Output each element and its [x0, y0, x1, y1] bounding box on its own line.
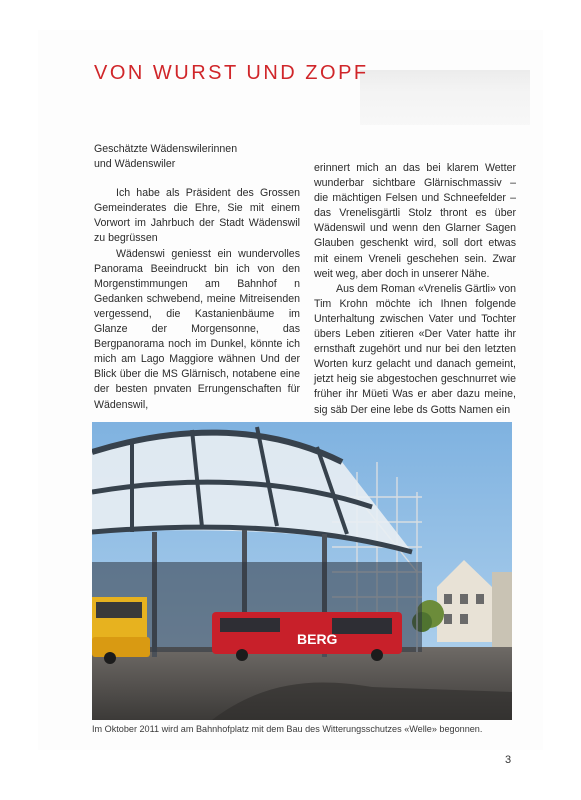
- left-paragraph-2: Wädenswi geniesst ein wundervolles Panorama Beeindruckt bin ich von den Morgenstimmungen am Bahnhof n Gedanken schwebend, meine Mitreisenden vergessend, die Kastanienbäume im Glanze der Morgensonne, das Bergpanorama noch im Dunkel, könnte ich mich am Lago Maggiore wähnen Und der Blick über die MS Glärnisch, notabene eine der besten pnvaten Errungenschaften für Wädenswil,: [94, 247, 300, 411]
- salutation-line-1: Geschätzte Wädenswilerinnen: [94, 143, 238, 155]
- left-paragraph-1: Ich habe als Präsident des Grossen Gemeinderates die Ehre, Sie mit einem Vorwort im Jahrbuch der Stadt Wädenswil zu begrüssen: [94, 187, 300, 245]
- right-paragraph-1: erinnert mich an das bei klarem Wetter wunderbar sichtbare Glärnischmassiv – die mächtigen Felsen und Schneefelder – das Vrenelisgärtli Stolz thront es über Wädenswil und wenn den Glarner Sagen Glauben geschenkt wird, soll dort etwas mit einem Vreneli geschehen sein. Zwar weit weg, aber doch in unserer Nähe.: [314, 162, 516, 280]
- page-number: 3: [505, 754, 512, 766]
- right-paragraph-2: Aus dem Roman «Vrenelis Gärtli» von Tim Krohn möchte ich Ihnen folgende Unterhaltung zwischen Vater und Tochter übers Leben zitieren «Der Vater hatte ihr ernsthaft zugehört und nur bei den letzten Worten kurz gelacht und danach gemeint, jetzt heig sie abgestochen geschnurret wie früher ihr Müeti Was er aber dazu meine, sig säb Der eine lebe ds Gotts Namen ein: [314, 282, 516, 416]
- photo-caption: Im Oktober 2011 wird am Bahnhofplatz mit dem Bau des Witterungsschutzes «Welle» begonnen.: [92, 724, 483, 734]
- red-bus: [212, 612, 402, 661]
- yellow-bus: [92, 597, 150, 664]
- right-text-column: [314, 161, 516, 418]
- station-photo: [92, 422, 512, 720]
- salutation-line-2: und Wädenswiler: [94, 158, 176, 171]
- station-photo-illustration: [92, 422, 512, 720]
- article-title: VON WURST UND ZOPF: [94, 62, 369, 84]
- left-text-column: [94, 142, 300, 413]
- bus-lettering: BERG: [297, 631, 338, 647]
